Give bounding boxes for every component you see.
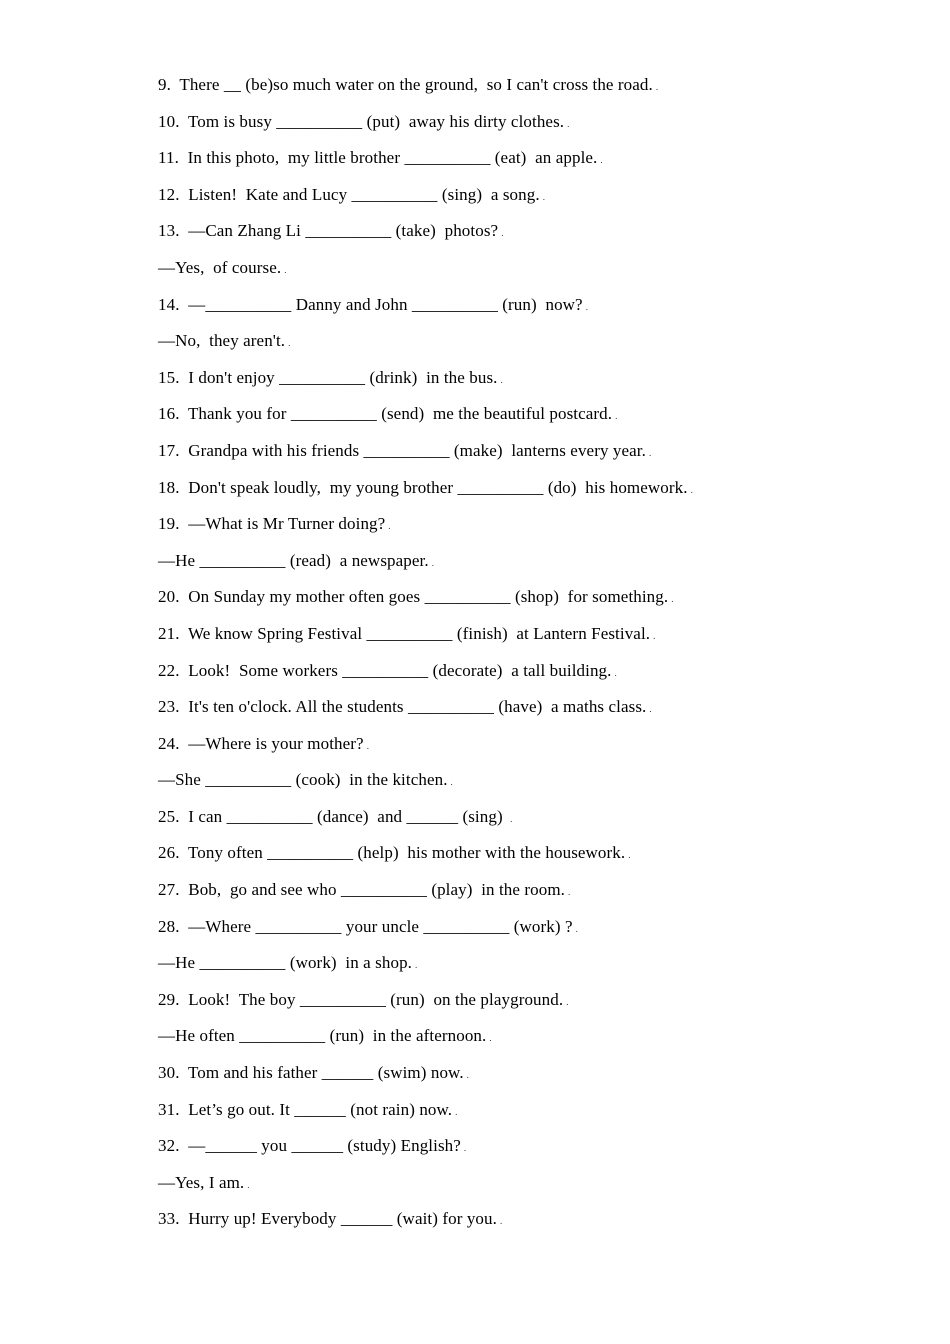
question-list bbox=[158, 68, 890, 1239]
worksheet-line: —He often __________ (run) in the afternoon. . bbox=[158, 1019, 890, 1056]
worksheet-line: 14. —__________ Danny and John __________ (run) now? . bbox=[158, 288, 890, 325]
worksheet-line: —Yes, I am. . bbox=[158, 1166, 890, 1203]
worksheet-line: —Yes, of course. . bbox=[158, 251, 890, 288]
worksheet-line: —He __________ (read) a newspaper. . bbox=[158, 544, 890, 581]
worksheet-line: 29. Look! The boy __________ (run) on the playground. . bbox=[158, 983, 890, 1020]
worksheet-line: 19. —What is Mr Turner doing? . bbox=[158, 507, 890, 544]
worksheet-line: 22. Look! Some workers __________ (decorate) a tall building. . bbox=[158, 654, 890, 691]
worksheet-line: 32. —______ you ______ (study) English? . bbox=[158, 1129, 890, 1166]
worksheet-line: —No, they aren't. . bbox=[158, 324, 890, 361]
worksheet-line: 13. —Can Zhang Li __________ (take) photos? . bbox=[158, 214, 890, 251]
worksheet-line: 17. Grandpa with his friends __________ (make) lanterns every year. . bbox=[158, 434, 890, 471]
worksheet-line: 28. —Where __________ your uncle __________ (work) ? . bbox=[158, 910, 890, 947]
worksheet-line: 12. Listen! Kate and Lucy __________ (sing) a song. . bbox=[158, 178, 890, 215]
worksheet-line: —He __________ (work) in a shop. . bbox=[158, 946, 890, 983]
worksheet-line: 33. Hurry up! Everybody ______ (wait) for you. . bbox=[158, 1202, 890, 1239]
worksheet-line: 25. I can __________ (dance) and ______ (sing) . bbox=[158, 800, 890, 837]
worksheet-line: 21. We know Spring Festival __________ (finish) at Lantern Festival. . bbox=[158, 617, 890, 654]
worksheet-line: —She __________ (cook) in the kitchen. . bbox=[158, 763, 890, 800]
worksheet-line: 11. In this photo, my little brother __________ (eat) an apple. . bbox=[158, 141, 890, 178]
worksheet-line: 15. I don't enjoy __________ (drink) in the bus. . bbox=[158, 361, 890, 398]
worksheet-line: 18. Don't speak loudly, my young brother __________ (do) his homework. . bbox=[158, 471, 890, 508]
worksheet-line: 26. Tony often __________ (help) his mother with the housework. . bbox=[158, 836, 890, 873]
worksheet-line: 27. Bob, go and see who __________ (play) in the room. . bbox=[158, 873, 890, 910]
worksheet-line: 20. On Sunday my mother often goes __________ (shop) for something. . bbox=[158, 580, 890, 617]
worksheet-line: 16. Thank you for __________ (send) me the beautiful postcard. . bbox=[158, 397, 890, 434]
worksheet-line: 24. —Where is your mother? . bbox=[158, 727, 890, 764]
worksheet-line: 23. It's ten o'clock. All the students __________ (have) a maths class. . bbox=[158, 690, 890, 727]
worksheet-line: 30. Tom and his father ______ (swim) now. . bbox=[158, 1056, 890, 1093]
worksheet-line: 31. Let’s go out. It ______ (not rain) now. . bbox=[158, 1093, 890, 1130]
worksheet-line: 9. There __ (be)so much water on the ground, so I can't cross the road. . bbox=[158, 68, 890, 105]
worksheet-line: 10. Tom is busy __________ (put) away his dirty clothes. . bbox=[158, 105, 890, 142]
